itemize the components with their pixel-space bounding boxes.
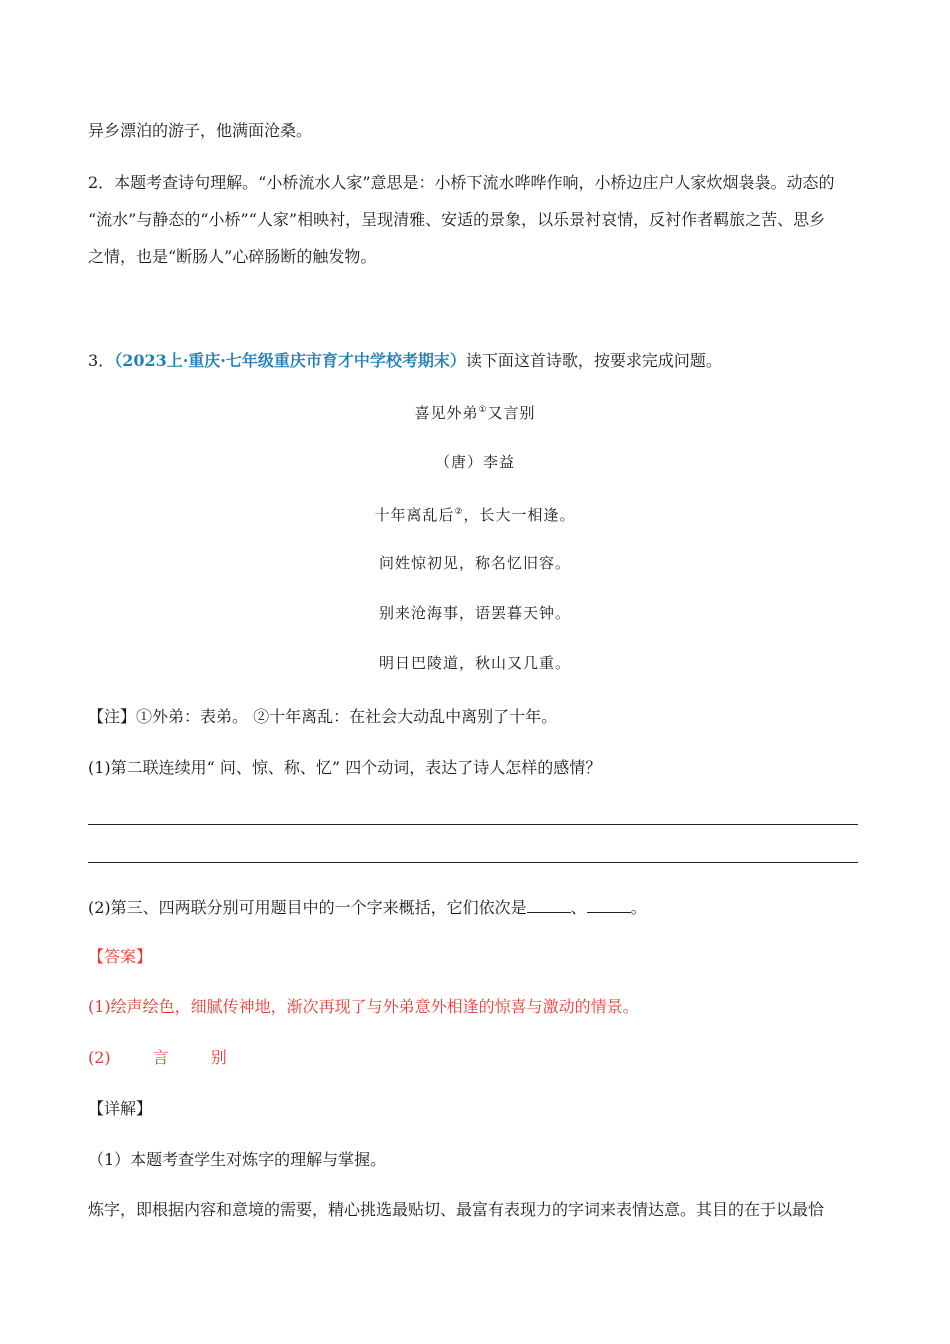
sub-question-1: (1)第二联连续用“ 问、惊、称、忆” 四个动词，表达了诗人怎样的感情？ bbox=[88, 758, 602, 777]
detail-paragraph-2: 炼字，即根据内容和意境的需要，精心挑选最贴切、最富有表现力的字词来表情达意。其目的在于以最恰 bbox=[88, 1200, 825, 1219]
poem-line-4: 明日巴陵道，秋山又几重。 bbox=[378, 654, 571, 672]
detail-paragraph-1: （1）本题考查学生对炼字的理解与掌握。 bbox=[88, 1150, 387, 1169]
answer-label: 【答案】 bbox=[88, 947, 153, 966]
poem-line-2: 问姓惊初见，称名忆旧容。 bbox=[378, 554, 571, 572]
answer-2-word-2: 别 bbox=[210, 1048, 227, 1067]
detail-label: 【详解】 bbox=[88, 1099, 153, 1118]
fill-blank-1 bbox=[527, 896, 571, 913]
explanation-2-line-1: 2．本题考查诗句理解。“小桥流水人家”意思是：小桥下流水哗哗作响，小桥边庄户人家炊烟袅袅。动态的 bbox=[88, 173, 835, 192]
paragraph-continuation: 异乡漂泊的游子，他满面沧桑。 bbox=[88, 121, 313, 140]
answer-1: (1)绘声绘色，细腻传神地，渐次再现了与外弟意外相逢的惊喜与激动的情景。 bbox=[88, 997, 639, 1016]
explanation-2-line-3: 之情，也是“断肠人”心碎肠断的触发物。 bbox=[88, 247, 377, 266]
answer-line-1 bbox=[88, 824, 858, 825]
question-number: 3． bbox=[88, 351, 115, 370]
fill-blank-2 bbox=[587, 896, 631, 913]
sub-question-2: (2)第三、四两联分别可用题目中的一个字来概括，它们依次是 、 。 bbox=[88, 898, 647, 917]
footnote-marker-2: ② bbox=[454, 507, 464, 517]
question-source: （2023上·重庆·七年级重庆市育才中学校考期末） bbox=[114, 351, 466, 370]
poem-author: （唐）李益 bbox=[434, 453, 515, 471]
poem-line-1: 十年离乱后②，长大一相逢。 bbox=[374, 506, 576, 524]
footnote-marker-1: ① bbox=[478, 405, 488, 415]
answer-2-word-1: 言 bbox=[152, 1048, 169, 1067]
poem-title: 喜见外弟①又言别 bbox=[414, 404, 536, 422]
explanation-2-line-2: “流水”与静态的“小桥”“人家”相映衬，呈现清雅、安适的景象，以乐景衬哀情，反衬作者羁旅之苦、思乡 bbox=[88, 210, 826, 229]
question-3-heading bbox=[88, 350, 858, 372]
question-prompt: 读下面这首诗歌，按要求完成问题。 bbox=[465, 351, 722, 370]
answer-line-2 bbox=[88, 862, 858, 863]
poem-note: 【注】①外弟：表弟。 ②十年离乱：在社会大动乱中离别了十年。 bbox=[88, 707, 558, 726]
answer-2: (2) 言 别 bbox=[88, 1048, 227, 1067]
poem-line-3: 别来沧海事，语罢暮天钟。 bbox=[378, 604, 571, 622]
